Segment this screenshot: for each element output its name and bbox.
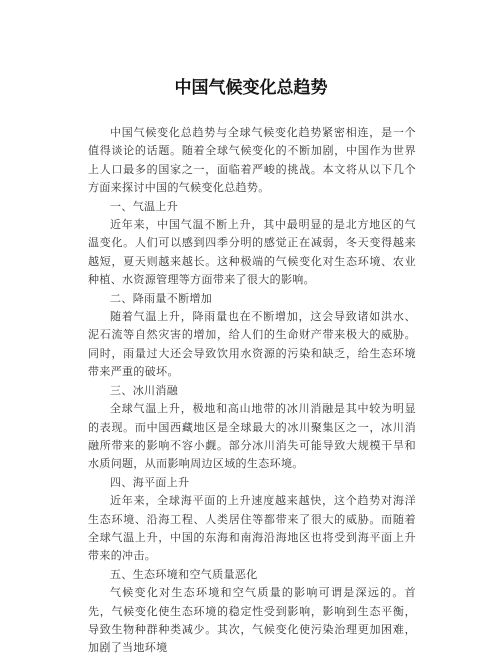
section-heading-ecology: 五、生态环境和空气质量恶化 — [110, 567, 258, 581]
rainfall-paragraph: 随着气温上升，降雨量也在不断增加，这会导致诸如洪水、泥石流等自然灾害的增加，给人们的生命财产带来极大的威胁。同时，雨量过大还会导致饮用水资源的污染和缺乏，给生态环境带来严重的破坏。 — [88, 310, 416, 379]
document-title: 中国气候变化总趋势 — [174, 78, 328, 98]
section-heading-glacier: 三、冰川消融 — [110, 383, 179, 397]
section-heading-rainfall: 二、降雨量不断增加 — [110, 291, 213, 305]
ecology-paragraph: 气候变化对生态环境和空气质量的影响可谓是深远的。首先，气候变化使生态环境的稳定性受到影响，影响到生态平衡，导致生物种群种类减少。其次，气候变化使污染治理更加困难，加剧了当地环境 — [88, 586, 416, 655]
section-heading-sea-level: 四、海平面上升 — [110, 475, 190, 489]
sea-level-paragraph: 近年来，全球海平面的上升速度越来越快，这个趋势对海洋生态环境、沿海工程、人类居住等都带来了很大的威胁。而随着全球气温上升，中国的东海和南海沿海地区也将受到海平面上升带来的冲击。 — [88, 494, 416, 563]
document-body — [88, 124, 416, 658]
intro-paragraph: 中国气候变化总趋势与全球气候变化趋势紧密相连，是一个值得谈论的话题。随着全球气候变化的不断加剧，中国作为世界上人口最多的国家之一，面临着严峻的挑战。本文将从以下几个方面来探讨中国的气候变化总趋势。 — [88, 126, 416, 195]
temperature-paragraph: 近年来，中国气温不断上升，其中最明显的是北方地区的气温变化。人们可以感到四季分明的感觉正在减弱，冬天变得越来越短，夏天则越来越长。这种极端的气候变化对生态环境、农业种植、水资源管理等方面带来了很大的影响。 — [88, 218, 416, 287]
section-heading-temperature: 一、气温上升 — [110, 199, 179, 213]
glacier-paragraph: 全球气温上升，极地和高山地带的冰川消融是其中较为明显的表现。而中国西藏地区是全球最大的冰川聚集区之一，冰川消融所带来的影响不容小觑。部分冰川消失可能导致大规模干旱和水质问题，从而影响周边区域的生态环境。 — [88, 402, 416, 471]
